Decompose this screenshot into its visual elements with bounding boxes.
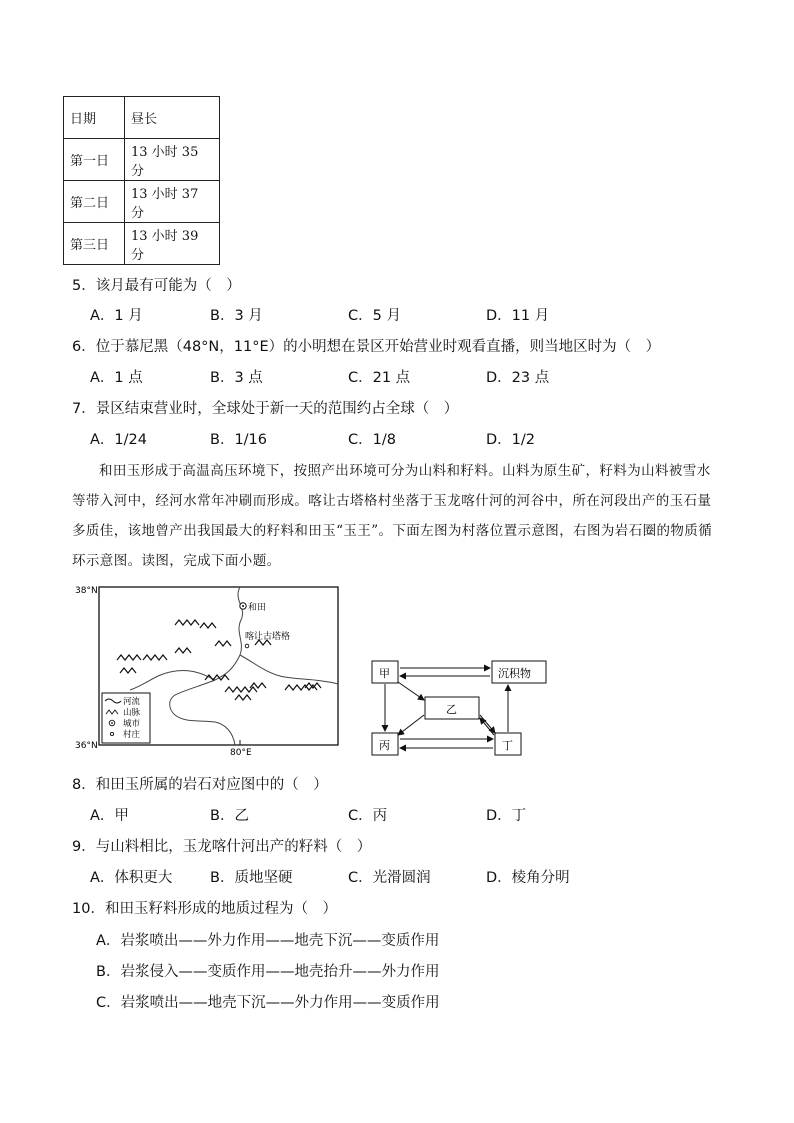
option-c[interactable]: C．丙 bbox=[348, 808, 388, 824]
option-a[interactable]: A．甲 bbox=[90, 808, 129, 824]
option-c[interactable]: C．岩浆喷出——地壳下沉——外力作用——变质作用 bbox=[96, 995, 440, 1011]
option-b[interactable]: B．3 点 bbox=[210, 370, 263, 386]
question-7-stem: 7．景区结束营业时，全球处于新一天的范围约占全球（ ） bbox=[72, 401, 459, 417]
option-b[interactable]: B．乙 bbox=[210, 808, 249, 824]
legend-river: 河流 bbox=[123, 697, 141, 707]
question-9-stem: 9．与山料相比，玉龙喀什河出产的籽料（ ） bbox=[72, 839, 372, 855]
option-c[interactable]: C．光滑圆润 bbox=[348, 870, 431, 886]
table-cell: 第三日 bbox=[64, 223, 125, 265]
table-cell: 13 小时 39 分 bbox=[125, 223, 220, 265]
arrow bbox=[398, 715, 424, 735]
label-ding: 丁 bbox=[502, 739, 513, 752]
option-c[interactable]: C．21 点 bbox=[348, 370, 411, 386]
option-a[interactable]: A．1 点 bbox=[90, 370, 143, 386]
option-c[interactable]: C．1/8 bbox=[348, 432, 396, 448]
table-cell: 第一日 bbox=[64, 139, 125, 181]
legend-village: 村庄 bbox=[123, 730, 141, 740]
lon-label: 80°E bbox=[230, 748, 252, 758]
option-c[interactable]: C．5 月 bbox=[348, 308, 401, 324]
question-5-stem: 5．该月最有可能为（ ） bbox=[72, 278, 241, 294]
question-7-options bbox=[90, 428, 610, 448]
legend-city: 城市 bbox=[123, 719, 141, 729]
table-header-cell: 昼长 bbox=[125, 97, 220, 139]
legend-mountain: 山脉 bbox=[123, 708, 141, 718]
option-d[interactable]: D．1/2 bbox=[486, 432, 536, 448]
label-jia: 甲 bbox=[379, 667, 390, 680]
question-9-options bbox=[90, 866, 610, 886]
arrow bbox=[480, 718, 494, 735]
table-cell: 13 小时 35 分 bbox=[125, 139, 220, 181]
city-label: 和田 bbox=[248, 603, 267, 613]
arrow bbox=[398, 682, 424, 700]
table-row bbox=[64, 223, 220, 265]
label-yi: 乙 bbox=[446, 703, 457, 716]
option-d[interactable]: D．丁 bbox=[486, 808, 527, 824]
rock-cycle-diagram bbox=[368, 655, 553, 760]
option-d[interactable]: D．棱角分明 bbox=[486, 870, 570, 886]
question-6-stem: 6．位于慕尼黑（48°N，11°E）的小明想在景区开始营业时观看直播，则当地区时为（ ） bbox=[72, 339, 661, 355]
option-d[interactable]: D．23 点 bbox=[486, 370, 550, 386]
label-sediment: 沉积物 bbox=[498, 667, 531, 680]
reading-passage: 和田玉形成于高温高压环境下，按照产出环境可分为山料和籽料。山料为原生矿，籽料为山料被雪水等带入河中，经河水常年冲刷而形成。喀让古塔格村坐落于玉龙喀什河的河谷中，所在河段出产的玉石量多质佳，该地曾产出我国最大的籽料和田玉“玉王”。下面左图为村落位置示意图，右图为岩石圈的物质循环示意图。读图，完成下面小题。 bbox=[72, 463, 713, 569]
option-a[interactable]: A．1 月 bbox=[90, 308, 143, 324]
arrow bbox=[480, 715, 495, 733]
option-b[interactable]: B．质地坚硬 bbox=[210, 870, 293, 886]
legend-village-icon bbox=[110, 732, 113, 735]
option-b[interactable]: B．1/16 bbox=[210, 432, 268, 448]
table-header-cell: 日期 bbox=[64, 97, 125, 139]
option-b[interactable]: B．岩浆侵入——变质作用——地壳抬升——外力作用 bbox=[96, 964, 440, 980]
table-header-row bbox=[64, 97, 220, 139]
question-8-stem: 8．和田玉所属的岩石对应图中的（ ） bbox=[72, 777, 328, 793]
table-cell: 13 小时 37 分 bbox=[125, 181, 220, 223]
question-10-stem: 10．和田玉籽料形成的地质过程为（ ） bbox=[72, 901, 337, 917]
table-row bbox=[64, 181, 220, 223]
day-length-table bbox=[63, 96, 220, 265]
village-marker bbox=[245, 644, 249, 648]
option-a[interactable]: A．体积更大 bbox=[90, 870, 173, 886]
option-b[interactable]: B．3 月 bbox=[210, 308, 263, 324]
village-label: 喀让古塔格 bbox=[245, 632, 291, 642]
table-cell: 第二日 bbox=[64, 181, 125, 223]
question-6-options bbox=[90, 366, 610, 386]
option-a[interactable]: A．1/24 bbox=[90, 432, 147, 448]
option-a[interactable]: A．岩浆喷出——外力作用——地壳下沉——变质作用 bbox=[96, 933, 440, 949]
lat-top-label: 38°N bbox=[75, 586, 98, 596]
question-8-options bbox=[90, 804, 610, 824]
option-d[interactable]: D．11 月 bbox=[486, 308, 550, 324]
table-row bbox=[64, 139, 220, 181]
label-bing: 丙 bbox=[379, 739, 390, 752]
question-5-options bbox=[90, 304, 610, 324]
village-location-map bbox=[75, 580, 350, 758]
lat-bottom-label: 36°N bbox=[75, 741, 98, 751]
